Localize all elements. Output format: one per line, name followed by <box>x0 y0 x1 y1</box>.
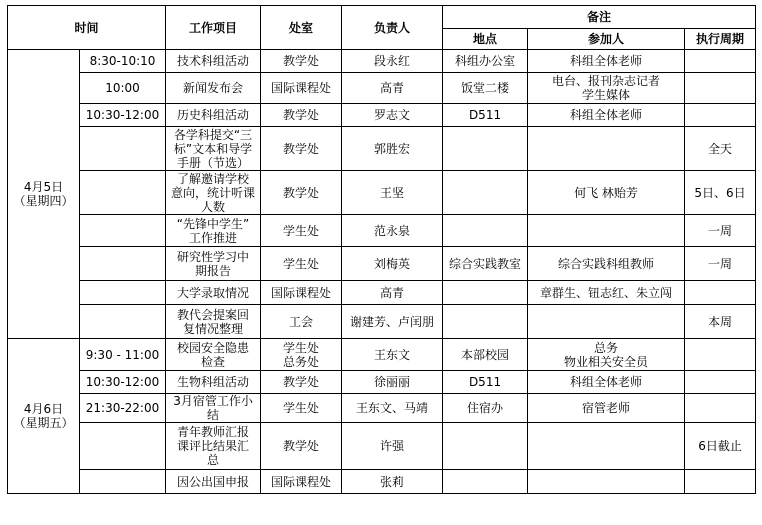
cycle-cell: 本周 <box>685 305 756 339</box>
participants-cell <box>528 171 685 215</box>
person-cell: 许强 <box>342 423 443 470</box>
person-cell: 谢建芳、卢闰朋 <box>342 305 443 339</box>
person-cell: 范永泉 <box>342 215 443 247</box>
place-cell: D511 <box>443 371 528 394</box>
line: 了解邀请学校 <box>177 171 250 186</box>
header-time: 时间 <box>8 6 166 50</box>
line: 学生处 <box>283 401 320 415</box>
line: 教学处 <box>283 54 320 68</box>
day-weekday: （星期四） <box>13 194 74 208</box>
place-cell: D511 <box>443 104 528 127</box>
line: 意向，统计听课 <box>171 185 256 200</box>
table-row <box>8 215 756 247</box>
line: 教学处 <box>283 375 320 389</box>
header-office: 处室 <box>261 6 342 50</box>
participants-cell <box>528 423 685 470</box>
place-cell <box>443 215 528 247</box>
line: 教代会提案回 <box>177 307 250 322</box>
office-cell <box>261 423 342 470</box>
line: 结 <box>207 408 220 422</box>
table-row <box>8 423 756 470</box>
time-cell <box>80 305 166 339</box>
office-cell <box>261 171 342 215</box>
day-cell <box>8 50 80 339</box>
place-cell <box>443 281 528 305</box>
participants-cell <box>528 104 685 127</box>
line: 教学处 <box>283 439 320 453</box>
person-cell: 王东文、马靖 <box>342 394 443 423</box>
header-person: 负责人 <box>342 6 443 50</box>
participants-cell <box>528 281 685 305</box>
table-row <box>8 339 756 371</box>
item-cell <box>166 247 261 281</box>
time-cell <box>80 470 166 494</box>
item-cell <box>166 470 261 494</box>
office-cell <box>261 339 342 371</box>
cycle-cell <box>685 104 756 127</box>
person-cell: 王东文 <box>342 339 443 371</box>
person-cell: 王坚 <box>342 171 443 215</box>
table-row <box>8 305 756 339</box>
header-remarks: 备注 <box>443 6 756 29</box>
table-row <box>8 247 756 281</box>
line: 宿管老师 <box>582 401 631 415</box>
participants-cell <box>528 305 685 339</box>
place-cell <box>443 470 528 494</box>
office-cell <box>261 127 342 171</box>
line: 学生处 <box>283 340 320 355</box>
line: 人数 <box>201 199 226 214</box>
line: 电台、报刊杂志记者 <box>552 74 661 88</box>
participants-cell <box>528 339 685 371</box>
line: 物业相关安全员 <box>564 354 649 369</box>
cycle-cell: 5日、6日 <box>685 171 756 215</box>
office-cell <box>261 371 342 394</box>
header-participants: 参加人 <box>528 29 685 50</box>
cycle-cell: 全天 <box>685 127 756 171</box>
table-row <box>8 50 756 73</box>
line: 学生媒体 <box>582 88 631 102</box>
office-cell <box>261 215 342 247</box>
cycle-cell <box>685 339 756 371</box>
header-cycle: 执行周期 <box>685 29 756 50</box>
time-cell: 10:30-12:00 <box>80 104 166 127</box>
item-cell <box>166 394 261 423</box>
line: 新闻发布会 <box>183 81 244 95</box>
line: 检查 <box>201 354 226 369</box>
place-cell <box>443 171 528 215</box>
time-cell: 8:30-10:10 <box>80 50 166 73</box>
line: 复情况整理 <box>183 321 244 336</box>
line: 课评比结果汇 <box>177 439 250 453</box>
item-cell <box>166 171 261 215</box>
time-cell: 10:00 <box>80 73 166 104</box>
person-cell: 段永红 <box>342 50 443 73</box>
place-cell: 本部校园 <box>443 339 528 371</box>
office-cell <box>261 394 342 423</box>
time-cell <box>80 171 166 215</box>
table-row <box>8 394 756 423</box>
line: 标”文本和导学 <box>173 141 253 156</box>
cycle-cell <box>685 73 756 104</box>
day-weekday: （星期五） <box>13 416 74 430</box>
item-cell <box>166 215 261 247</box>
place-cell: 住宿办 <box>443 394 528 423</box>
time-cell: 9:30 - 11:00 <box>80 339 166 371</box>
line: 章群生、钮志红、朱立闯 <box>540 285 673 300</box>
line: 综合实践科组教师 <box>558 256 655 271</box>
line: 教学处 <box>283 108 320 122</box>
participants-cell <box>528 247 685 281</box>
time-cell <box>80 423 166 470</box>
cycle-cell: 6日截止 <box>685 423 756 470</box>
office-cell <box>261 73 342 104</box>
line: 科组全体老师 <box>570 375 643 389</box>
line: 青年教师汇报 <box>177 425 250 439</box>
line: 研究性学习中 <box>177 249 250 264</box>
time-cell <box>80 215 166 247</box>
table-row <box>8 104 756 127</box>
place-cell <box>443 127 528 171</box>
table-row <box>8 127 756 171</box>
time-cell <box>80 127 166 171</box>
line: 总 <box>207 453 220 467</box>
line: 国际课程处 <box>271 474 332 489</box>
item-cell <box>166 371 261 394</box>
line: 校园安全隐患 <box>177 340 250 355</box>
day-date: 4月5日 <box>23 180 64 194</box>
participants-cell <box>528 394 685 423</box>
line: 大学录取情况 <box>177 285 250 300</box>
line: 各学科提交“三 <box>173 127 253 142</box>
place-cell <box>443 423 528 470</box>
office-cell <box>261 281 342 305</box>
person-cell: 高青 <box>342 281 443 305</box>
item-cell <box>166 339 261 371</box>
participants-cell <box>528 127 685 171</box>
day-cell <box>8 339 80 494</box>
office-cell <box>261 104 342 127</box>
schedule-body <box>8 50 756 494</box>
person-cell: 高青 <box>342 73 443 104</box>
line: 历史科组活动 <box>177 108 250 122</box>
line: “先锋中学生” <box>176 216 250 231</box>
place-cell: 科组办公室 <box>443 50 528 73</box>
line: 教学处 <box>283 185 320 200</box>
item-cell <box>166 73 261 104</box>
time-cell <box>80 247 166 281</box>
table-row <box>8 470 756 494</box>
table-row <box>8 371 756 394</box>
office-cell <box>261 50 342 73</box>
time-cell <box>80 281 166 305</box>
line: 工作推进 <box>189 230 238 245</box>
schedule-table <box>7 5 756 494</box>
cycle-cell <box>685 470 756 494</box>
cycle-cell: 一周 <box>685 247 756 281</box>
time-cell: 21:30-22:00 <box>80 394 166 423</box>
line: 总务 <box>594 340 619 355</box>
participants-cell <box>528 215 685 247</box>
time-cell: 10:30-12:00 <box>80 371 166 394</box>
line: 3月宿管工作小 <box>173 394 253 408</box>
line: 工会 <box>289 314 314 329</box>
line: 科组全体老师 <box>570 54 643 68</box>
table-row <box>8 73 756 104</box>
table-row <box>8 281 756 305</box>
item-cell <box>166 423 261 470</box>
item-cell <box>166 104 261 127</box>
line: 学生处 <box>283 256 320 271</box>
office-cell <box>261 470 342 494</box>
cycle-cell <box>685 371 756 394</box>
day-date: 4月6日 <box>23 402 64 416</box>
line: 期报告 <box>195 263 232 278</box>
office-cell <box>261 247 342 281</box>
line: 教学处 <box>283 141 320 156</box>
participants-cell <box>528 470 685 494</box>
place-cell <box>443 305 528 339</box>
line: 学生处 <box>283 223 320 238</box>
line: 总务处 <box>283 354 320 369</box>
place-cell: 综合实践教室 <box>443 247 528 281</box>
table-row <box>8 171 756 215</box>
participants-cell <box>528 371 685 394</box>
cycle-cell: 一周 <box>685 215 756 247</box>
item-cell <box>166 50 261 73</box>
person-cell: 徐丽丽 <box>342 371 443 394</box>
place-cell: 饭堂二楼 <box>443 73 528 104</box>
participants-cell <box>528 73 685 104</box>
line: 国际课程处 <box>271 81 332 95</box>
person-cell: 张莉 <box>342 470 443 494</box>
line: 科组全体老师 <box>570 108 643 122</box>
cycle-cell <box>685 281 756 305</box>
cycle-cell <box>685 394 756 423</box>
line: 技术科组活动 <box>177 54 250 68</box>
person-cell: 郭胜宏 <box>342 127 443 171</box>
line: 国际课程处 <box>271 285 332 300</box>
participants-cell <box>528 50 685 73</box>
person-cell: 刘梅英 <box>342 247 443 281</box>
line: 生物科组活动 <box>177 375 250 389</box>
line: 何飞 林贻芳 <box>574 185 638 200</box>
line: 手册（节选） <box>177 155 250 170</box>
item-cell <box>166 305 261 339</box>
item-cell <box>166 127 261 171</box>
office-cell <box>261 305 342 339</box>
person-cell: 罗志文 <box>342 104 443 127</box>
header-item: 工作项目 <box>166 6 261 50</box>
item-cell <box>166 281 261 305</box>
cycle-cell <box>685 50 756 73</box>
header-place: 地点 <box>443 29 528 50</box>
line: 因公出国申报 <box>177 474 250 489</box>
